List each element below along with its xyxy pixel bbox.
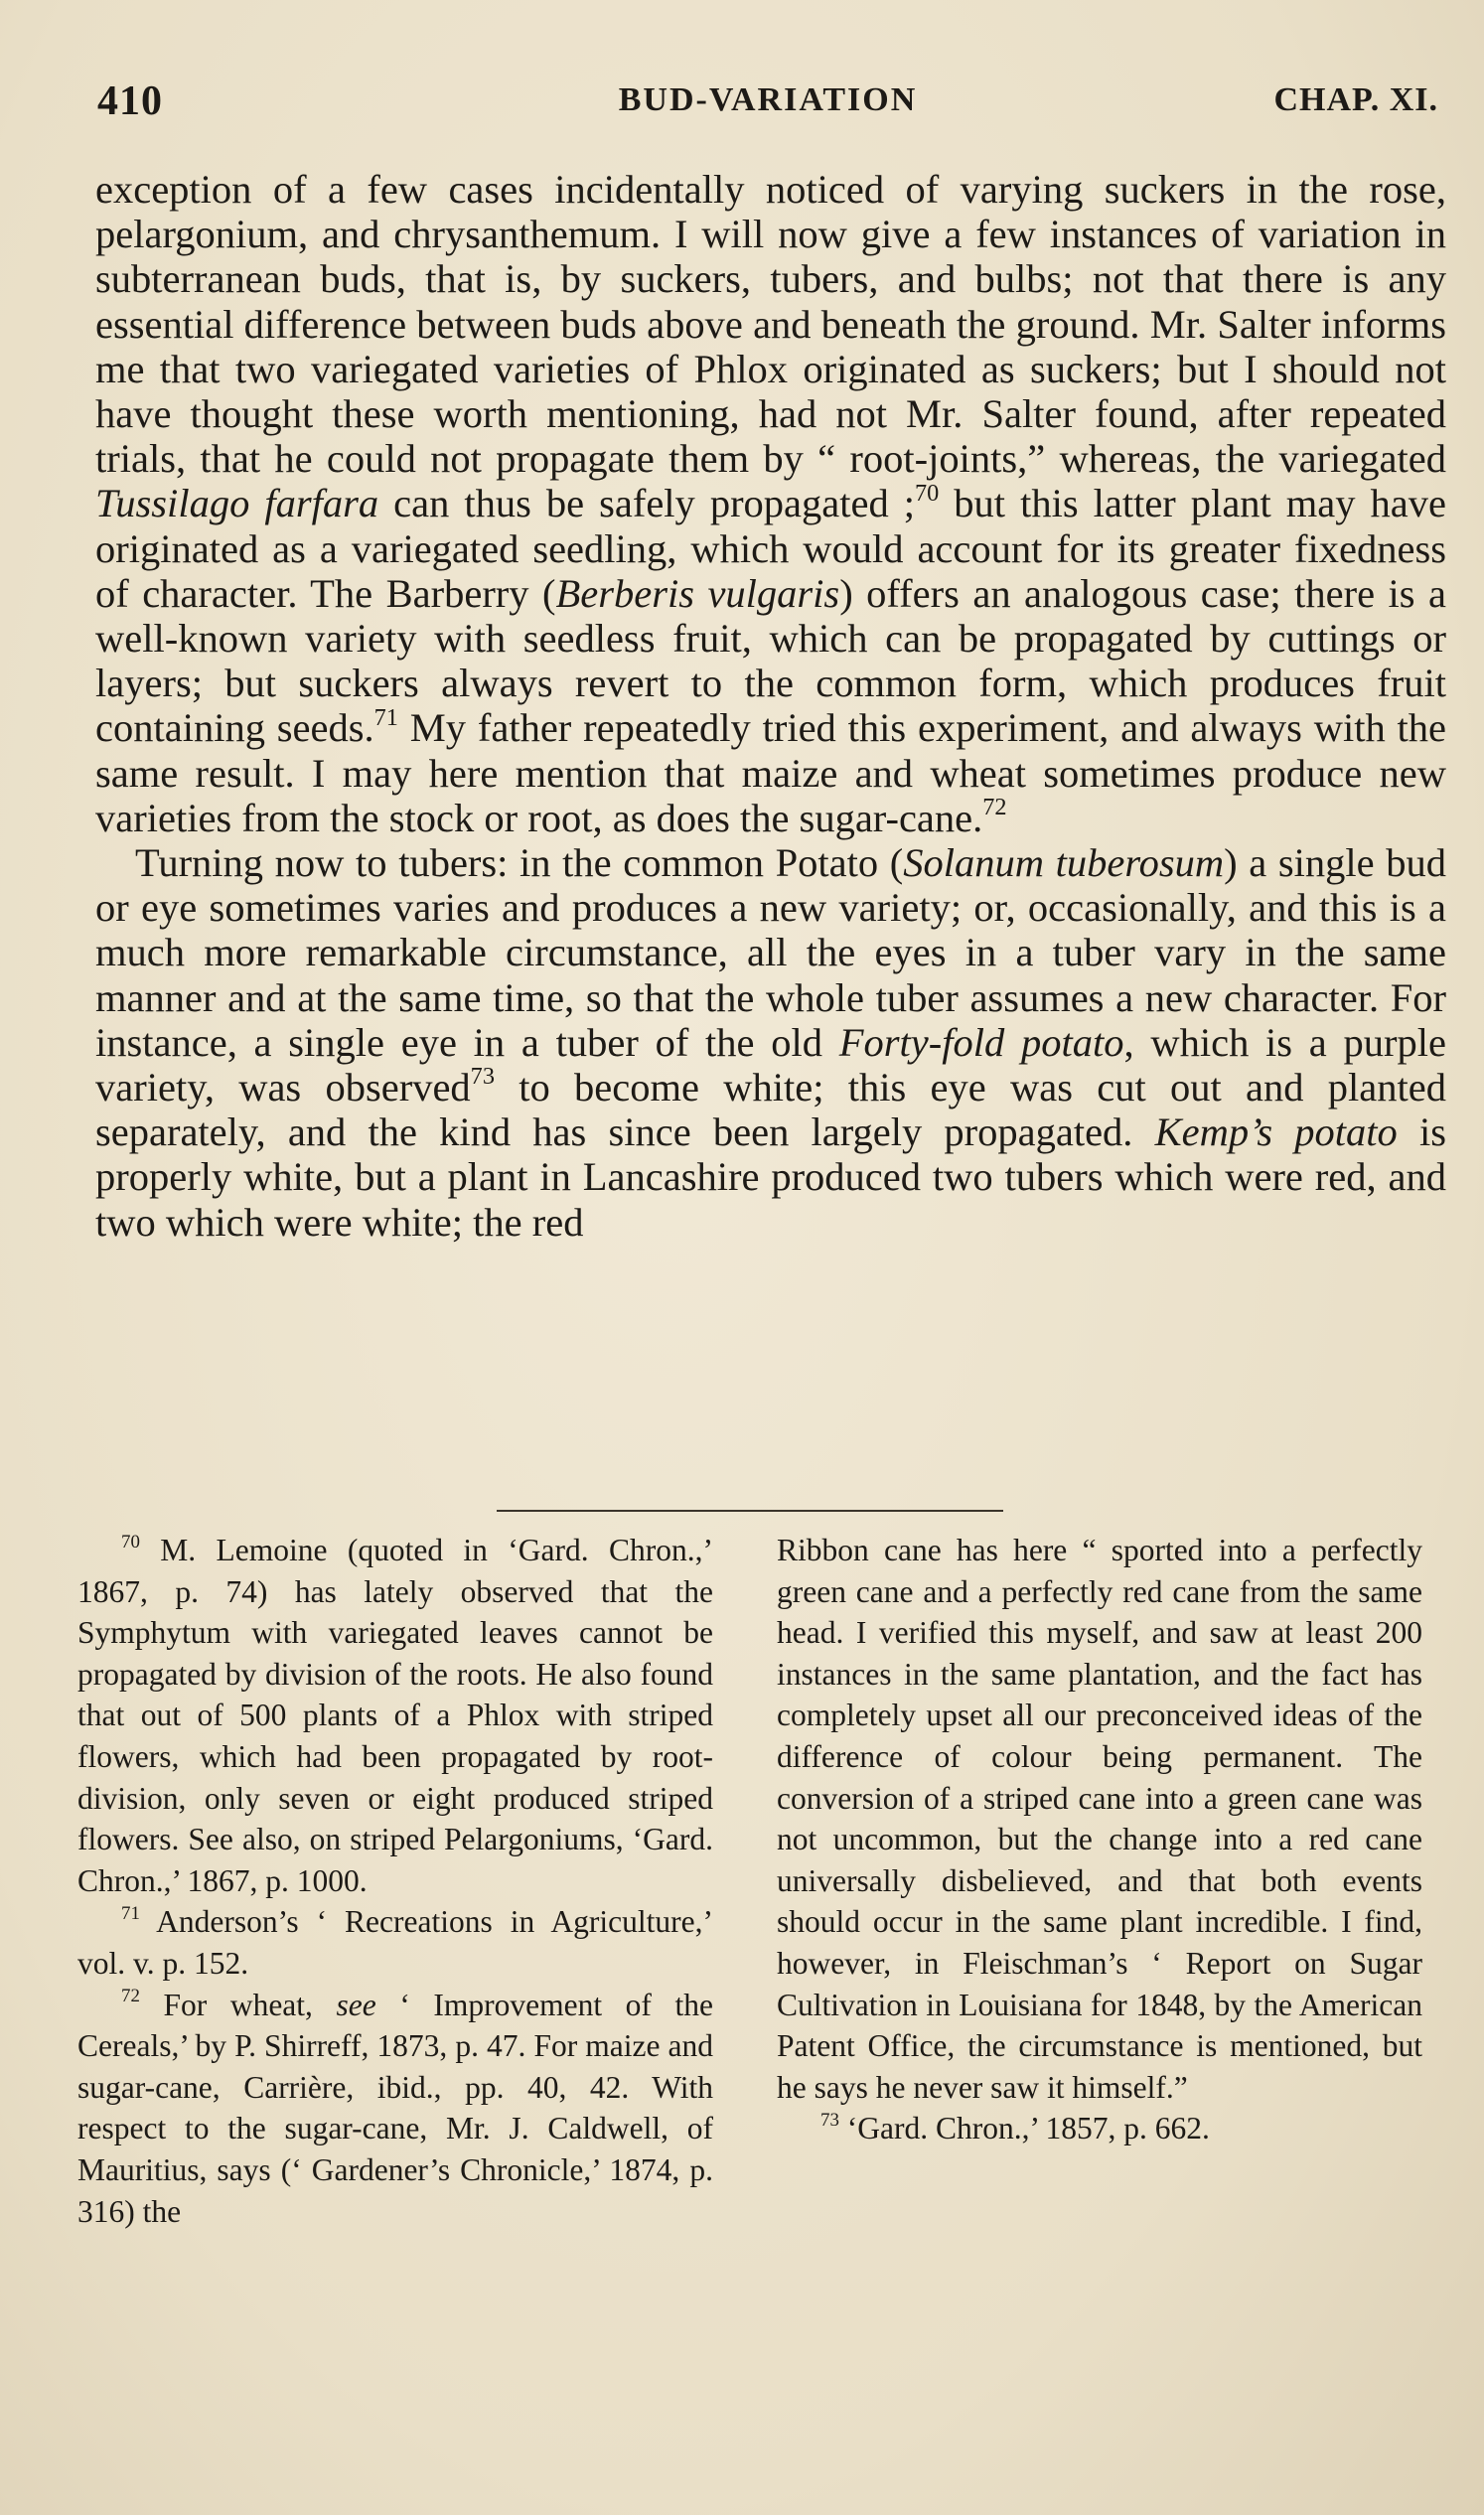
text-run: is properly white, but a plant in Lancashire produced two tubers which were red, and two which were white; the red (95, 1110, 1447, 1245)
paragraph-1 (95, 167, 1446, 840)
page-header (97, 77, 1438, 127)
footnote-text: For wheat, (139, 1987, 337, 2022)
footnotes-right-column (777, 1530, 1422, 2149)
running-title: BUD-VARIATION (618, 81, 918, 118)
footnote-ref: 72 (982, 793, 1007, 820)
paragraph-2 (95, 840, 1446, 1245)
footnote-ref: 73 (470, 1063, 495, 1091)
text-run: exception of a few cases incidentally noticed of varying suckers in the rose, pelargonium, and chrysanthemum. I will now give a few instances of variation in subterranean buds, that is, by suckers, tubers, and bulbs; not that there is any essential difference between buds above and beneath the ground. Mr. Salter informs me that two variegated varieties of Phlox originated as suckers; but I should not have thought these worth mentioning, had not Mr. Salter found, after repeated trials, that he could not propagate them by “ root-joints,” whereas, the variegated (95, 167, 1446, 482)
footnote-number: 72 (121, 1986, 140, 2007)
footnote-text: ‘Gard. Chron.,’ 1857, p. 662. (838, 2111, 1210, 2146)
footnotes-left-column (77, 1530, 713, 2232)
footnote-70 (77, 1530, 713, 1901)
italic-run: Solanum tuberosum (903, 840, 1225, 886)
italic-run: see (336, 1987, 376, 2022)
footnote-ref: 71 (373, 703, 398, 731)
italic-run: Berberis vulgaris (555, 570, 840, 616)
chapter-label: CHAP. XI. (1273, 81, 1438, 118)
footnote-ref: 70 (915, 479, 940, 507)
footnote-71 (77, 1901, 713, 1984)
text-run: can thus be safely propagated ; (378, 481, 915, 526)
footnote-number: 71 (121, 1902, 140, 1924)
text-run: , which is a purple variety, was observed (95, 1019, 1446, 1110)
italic-run: Forty-fold potato (838, 1019, 1124, 1065)
footnote-73 (777, 2108, 1422, 2149)
footnote-text: ‘ Improvement of the Cereals,’ by P. Shirreff, 1873, p. 47. For maize and sugar-cane, Carrière, ibid., pp. 40, 42. With respect to the sugar-cane, Mr. J. Caldwell, of Mauritius, says (‘ Gardener’s Chronicle,’ 1874, p. 316) the (77, 1987, 713, 2229)
footnote-divider (497, 1510, 1003, 1512)
main-text (95, 167, 1446, 1245)
page-number: 410 (97, 78, 163, 124)
italic-run: Kemp’s potato (1154, 1110, 1398, 1155)
text-run: My father repeatedly tried this experiment, and always with the same result. I may here mention that maize and wheat sometimes produce new varieties from the stock or root, as does the sugar-cane. (95, 705, 1446, 840)
footnote-number: 73 (820, 2109, 839, 2131)
text-run: to become white; this eye was cut out and planted separately, and the kind has since been largely propagated. (95, 1065, 1446, 1155)
text-run: ) a single bud or eye sometimes varies and produces a new variety; or, occasionally, and this is a much more remarkable circumstance, all the eyes in a tuber vary in the same manner and at the same time, so that the whole tuber assumes a new character. For instance, a single eye in a tuber of the old (95, 840, 1446, 1065)
footnote-72-continued: Ribbon cane has here “ sported into a perfectly green cane and a perfectly red cane from the same head. I verified this myself, and saw at least 200 instances in the same plantation, and the fact has completely upset all our preconceived ideas of the difference of colour being permanent. The conversion of a striped cane into a green cane was not uncommon, but the change into a red cane universally disbelieved, and that both events should occur in the same plant incredible. I find, however, in Fleischman’s ‘ Report on Sugar Cultivation in Louisiana for 1848, by the American Patent Office, the circumstance is mentioned, but he says he never saw it himself.” (777, 1533, 1422, 2105)
footnote-number: 70 (121, 1531, 140, 1553)
footnote-text: M. Lemoine (quoted in ‘Gard. Chron.,’ 1867, p. 74) has lately observed that the Symphytum with variegated leaves cannot be propagated by division of the roots. He also found that out of 500 plants of a Phlox with striped flowers, which had been propagated by root-division, only seven or eight produced striped flowers. See also, on striped Pelargoniums, ‘Gard. Chron.,’ 1867, p. 1000. (77, 1533, 713, 1898)
text-run: Turning now to tubers: in the common Potato ( (135, 840, 904, 886)
italic-run: Tussilago farfara (95, 481, 379, 526)
footnote-text: Anderson’s ‘ Recreations in Agriculture,’ vol. v. p. 152. (77, 1904, 713, 1981)
text-run: but this latter plant may have originated as a variegated seedling, which would account for its greater fixedness of character. The Barberry ( (95, 481, 1446, 616)
text-run: ) offers an analogous case; there is a well-known variety with seedless fruit, which can be propagated by cuttings or layers; but suckers always revert to the common form, which produces fruit containing seeds. (95, 570, 1446, 751)
footnote-72 (77, 1985, 713, 2233)
